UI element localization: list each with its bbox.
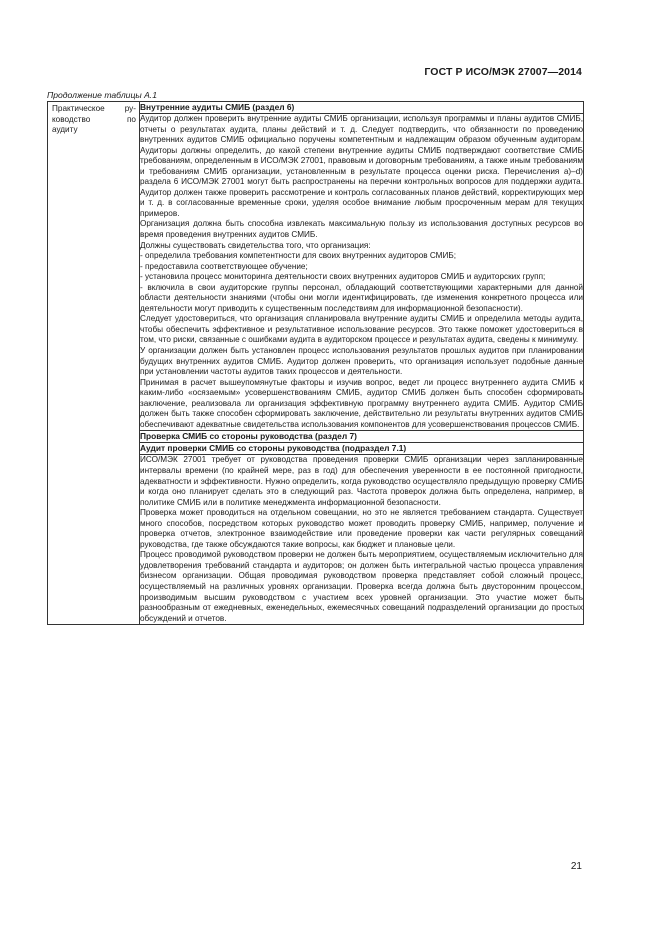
paragraph: Аудитор должен проверить внутренние аудиты СМИБ организации, используя программы и планы аудитов СМИБ, отчеты о результатах аудита, планы действий и т. д. Следует подтвердить, что обязанности по проведению внутренних аудитов СМИБ официально поручены компетентным и надлежащим образом обученным аудиторам. Аудиторы должны определить, до какой степени внутренние аудиты СМИБ подтверждают соответствие СМИБ требованиям, определенным в ИСО/МЭК 27001, правовым и договорным требованиям, а также иным требованиям и требованиям СМИБ организации, установленным в результате процесса оценки риска. Перечисления а)–d) раздела 6 ИСО/МЭК 27001 могут быть распространены на перечни контрольных вопросов для поддержки аудита. Аудитор должен также проверить рассмотрение и контроль согласованных планов действий, корректирующих мер и т. д. в согласованные временные сроки, уделяя особое внимание любым просроченным мерам для текущих примеров. — [140, 114, 583, 218]
left-label — [48, 102, 139, 136]
content-table — [47, 101, 584, 625]
page-number: 21 — [570, 861, 582, 872]
section-body-internal-audits — [140, 114, 584, 431]
paragraph: Принимая в расчет вышеупомянутые факторы и изучив вопрос, ведет ли процесс внутреннего аудита СМИБ к каким-либо «осязаемым» усовершенствованиям СМИБ, аудитор СМИБ должен быть способен сформировать заключение, реализовала ли организация эффективную программу внутреннего аудита СМИБ. Аудитор СМИБ должен быть также способен сформировать заключение, действительно ли результаты внутренних аудитов СМИБ обеспечивают адекватные свидетельства использования компонентов для усовершенствования процессов СМИБ. — [140, 377, 583, 429]
left-label-word: ру- — [124, 104, 136, 113]
left-label-word: Практическое — [52, 104, 105, 113]
section-body-management-review-audit — [140, 455, 584, 625]
paragraph: Процесс проводимой руководством проверки не должен быть мероприятием, осуществляемым исключительно для удовлетворения требований стандарта и аудиторов; он должен быть интегральной частью процесса управления бизнесом организации. Общая проводимая руководством проверка представляет собой сложный процесс, осуществляемый на различных уровнях организации. Проверка всегда должна быть двусторонним процессом, производимым высшим руководством с участием всех уровней организации. Это участие может быть разнообразным от ежедневных, еженедельных, ежемесячных совещаний подразделений организации до простых обсуждений и отчетов. — [140, 550, 583, 623]
left-label-line — [52, 115, 136, 126]
left-label-line — [52, 104, 136, 115]
paragraph: Следует удостовериться, что организация спланировала внутренние аудиты СМИБ и определила методы аудита, чтобы обеспечить эффективное и результативное использование ресурсов. Это также поможет удостовериться в том, что риски, связанные с ошибками аудита в аудиторском процессе и результатах аудита, сведены к минимуму. — [140, 314, 583, 345]
section-title-management-review: Проверка СМИБ со стороны руководства (раздел 7) — [140, 431, 584, 443]
left-column-cell — [48, 102, 140, 625]
section-title-internal-audits: Внутренние аудиты СМИБ (раздел 6) — [140, 102, 584, 114]
list-item: - установила процесс мониторинга деятельности своих внутренних аудиторов СМИБ и аудиторских групп; — [140, 272, 546, 282]
table-caption: Продолжение таблицы А.1 — [47, 90, 157, 100]
left-label-line: аудиту — [52, 125, 78, 134]
document-header: ГОСТ Р ИСО/МЭК 27007—2014 — [424, 66, 582, 78]
list-item: - включила в свои аудиторские группы персонал, обладающий соответствующими характерными для данной области деятельности знаниями (чтобы они могли идентифицировать, где изменения конкретного процесса или деятельности могут приводить к существенным последствиям для информационной безопасности). — [140, 282, 583, 313]
section-title-management-review-audit: Аудит проверки СМИБ со стороны руководства (подраздел 7.1) — [140, 443, 584, 455]
left-label-word: по — [127, 114, 136, 124]
paragraph: Проверка может проводиться на отдельном совещании, но это не является требованием стандарта. Существует много способов, посредством которых руководство может проводить проверку СМИБ, например, получение и проверка отчетов, электронное взаимодействие или проведение проверки как части регулярных совещаний руководства, где также обсуждаются такие вопросы, как бюджет и плановые цели. — [140, 508, 583, 549]
left-label-word: ководство — [52, 114, 91, 124]
list-item: - предоставила соответствующее обучение; — [140, 261, 308, 271]
paragraph: Организация должна быть способна извлекать максимальную пользу из использования доступных ресурсов во время проведения внутренних аудитов СМИБ. — [140, 219, 583, 240]
paragraph: ИСО/МЭК 27001 требует от руководства проведения проверки СМИБ организации через запланированные интервалы времени (по крайней мере, раз в год) для обеспечения уверенности в ее постоянной пригодности, адекватности и эффективности. Нужно определить, когда руководство осуществляло предыдущую проверку СМИБ и когда оно планирует сделать это в следующий раз. Частота проверок должна быть определена, например, в политике СМИБ или в политике менеджмента информационной безопасности. — [140, 455, 583, 507]
list-item: - определила требования компетентности для своих внутренних аудиторов СМИБ; — [140, 251, 457, 261]
paragraph: Должны существовать свидетельства того, что организация: — [140, 240, 371, 250]
paragraph: У организации должен быть установлен процесс использования результатов прошлых аудитов при планировании будущих внутренних аудитов СМИБ. Аудитор должен проверить, что организация использует подобные данные при установлении частоты аудитов таких процессов и деятельности. — [140, 346, 583, 377]
